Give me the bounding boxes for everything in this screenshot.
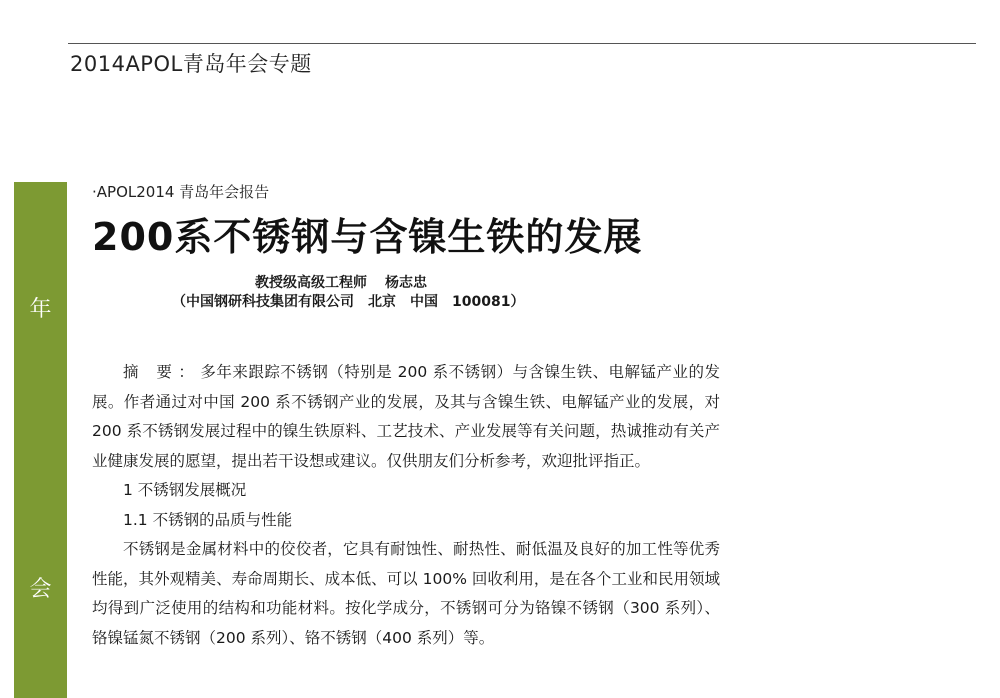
abstract-label: 摘 要：: [123, 363, 201, 381]
author-affiliation: （中国钢研科技集团有限公司 北京 中国 100081）: [172, 294, 525, 310]
author-name: 杨志忠: [385, 275, 427, 291]
author-title: 教授级高级工程师: [255, 275, 367, 291]
side-band-char-2: 会: [29, 577, 52, 602]
body-paragraph-1: 不锈钢是金属材料中的佼佼者，它具有耐蚀性、耐热性、耐低温及良好的加工性等优秀性能，其外观精美、寿命周期长、成本低、可以 100% 回收利用，是在各个工业和民用领域均得到广泛使用的结构和功能材料。按化学成分，不锈钢可分为铬镍不锈钢（300 系列）、铬镍锰氮不锈钢（200 系列）、铬不锈钢（400 系列）等。: [92, 540, 720, 647]
side-band: [14, 182, 67, 698]
article-body: [92, 358, 720, 653]
article-kicker: ·APOL2014 青岛年会报告: [92, 183, 270, 201]
page-header: 2014APOL青岛年会专题: [70, 52, 312, 76]
section-heading-1-1: 1.1 不锈钢的品质与性能: [123, 510, 293, 529]
abstract-text: 多年来跟踪不锈钢（特别是 200 系不锈钢）与含镍生铁、电解锰产业的发展。作者通过对中国 200 系不锈钢产业的发展，及其与含镍生铁、电解锰产业的发展，对 200 系不锈钢发展过程中的镍生铁原料、工艺技术、产业发展等有关问题，热诚推动有关产业健康发展的愿望，提出若干设想或建议。仅供朋友们分析参考，欢迎批评指正。: [92, 363, 720, 470]
section-heading-1: 1 不锈钢发展概况: [123, 481, 247, 499]
top-rule: [68, 43, 976, 44]
author-line: [255, 272, 427, 292]
abstract-paragraph: [92, 358, 720, 476]
article-title: 200系不锈钢与含镍生铁的发展: [92, 215, 643, 259]
side-band-char-1: 年: [29, 297, 52, 322]
